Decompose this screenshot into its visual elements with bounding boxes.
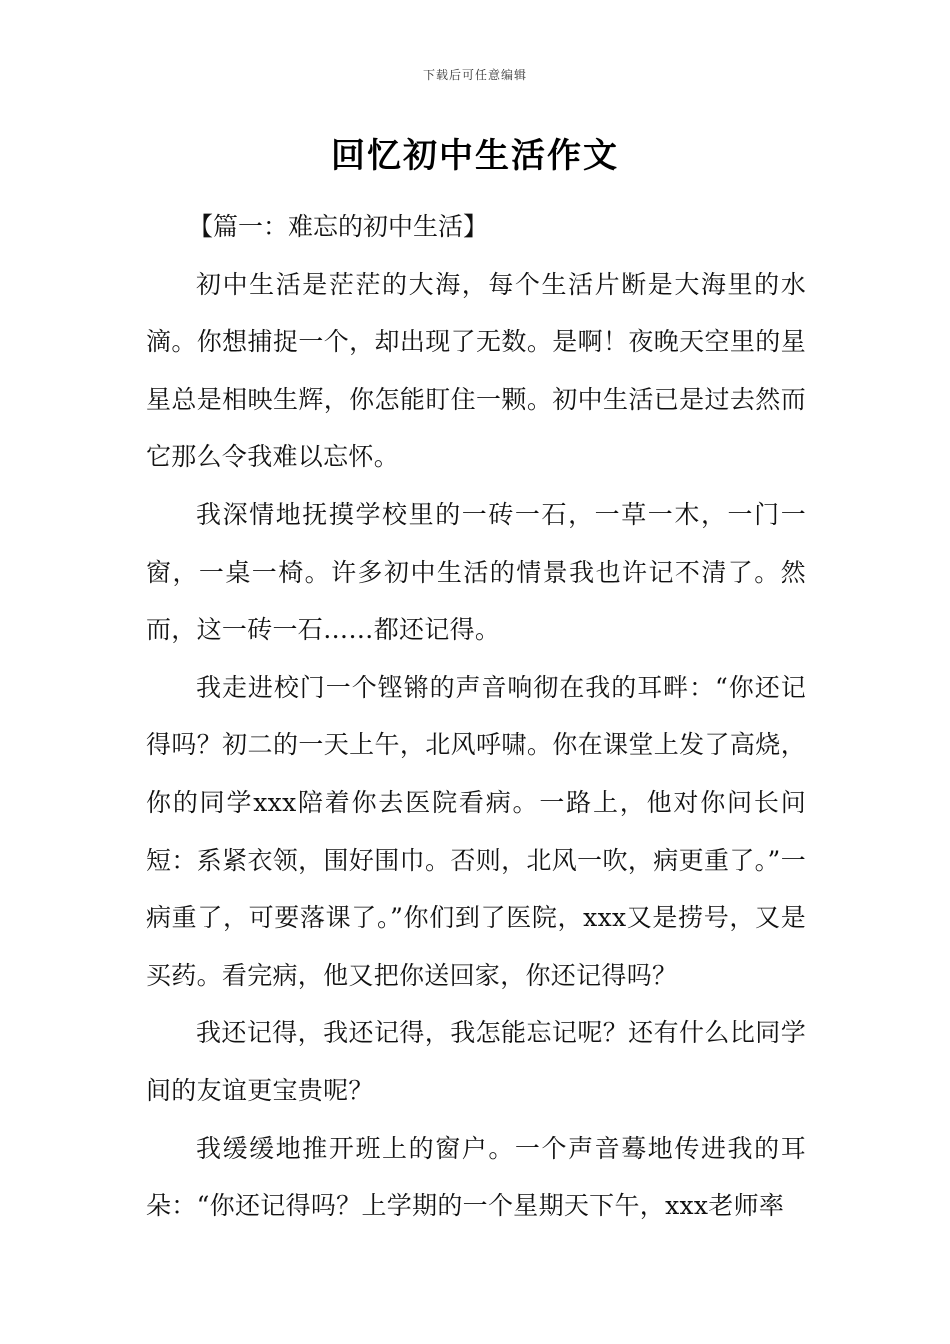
paragraph-3: 我走进校门一个铿锵的声音响彻在我的耳畔：“你还记得吗？初二的一天上午，北风呼啸。你在课堂上发了高烧，你的同学xxx陪着你去医院看病。一路上，他对你问长问短：系紧衣领，围好围巾。否则，北风一吹，病更重了。”一病重了，可要落课了。”你们到了医院，xxx又是捞号，又是买药。看完病，他又把你送回家，你还记得吗？ [146, 672, 806, 990]
paragraph-5: 我缓缓地推开班上的窗户。一个声音蓦地传进我的耳朵：“你还记得吗？上学期的一个星期天下午，xxx老师率 [146, 1133, 806, 1221]
paragraph-4: 我还记得，我还记得，我怎能忘记呢？还有什么比同学间的友谊更宝贵呢？ [146, 1018, 806, 1105]
header-note: 下载后可任意编辑 [422, 68, 527, 82]
paragraph-2: 我深情地抚摸学校里的一砖一石，一草一木，一门一窗，一桌一椅。许多初中生活的情景我也许记不清了。然而，这一砖一石……都还记得。 [146, 499, 806, 645]
paragraph-1: 初中生活是茫茫的大海，每个生活片断是大海里的水滴。你想捕捉一个，却出现了无数。是啊！夜晚天空里的星星总是相映生辉，你怎能盯住一颗。初中生活已是过去然而它那么令我难以忘怀。 [146, 269, 806, 472]
section-heading: 【篇一：难忘的初中生活】 [188, 212, 489, 241]
document-title: 回忆初中生活作文 [331, 136, 619, 176]
document-body [146, 198, 806, 1235]
